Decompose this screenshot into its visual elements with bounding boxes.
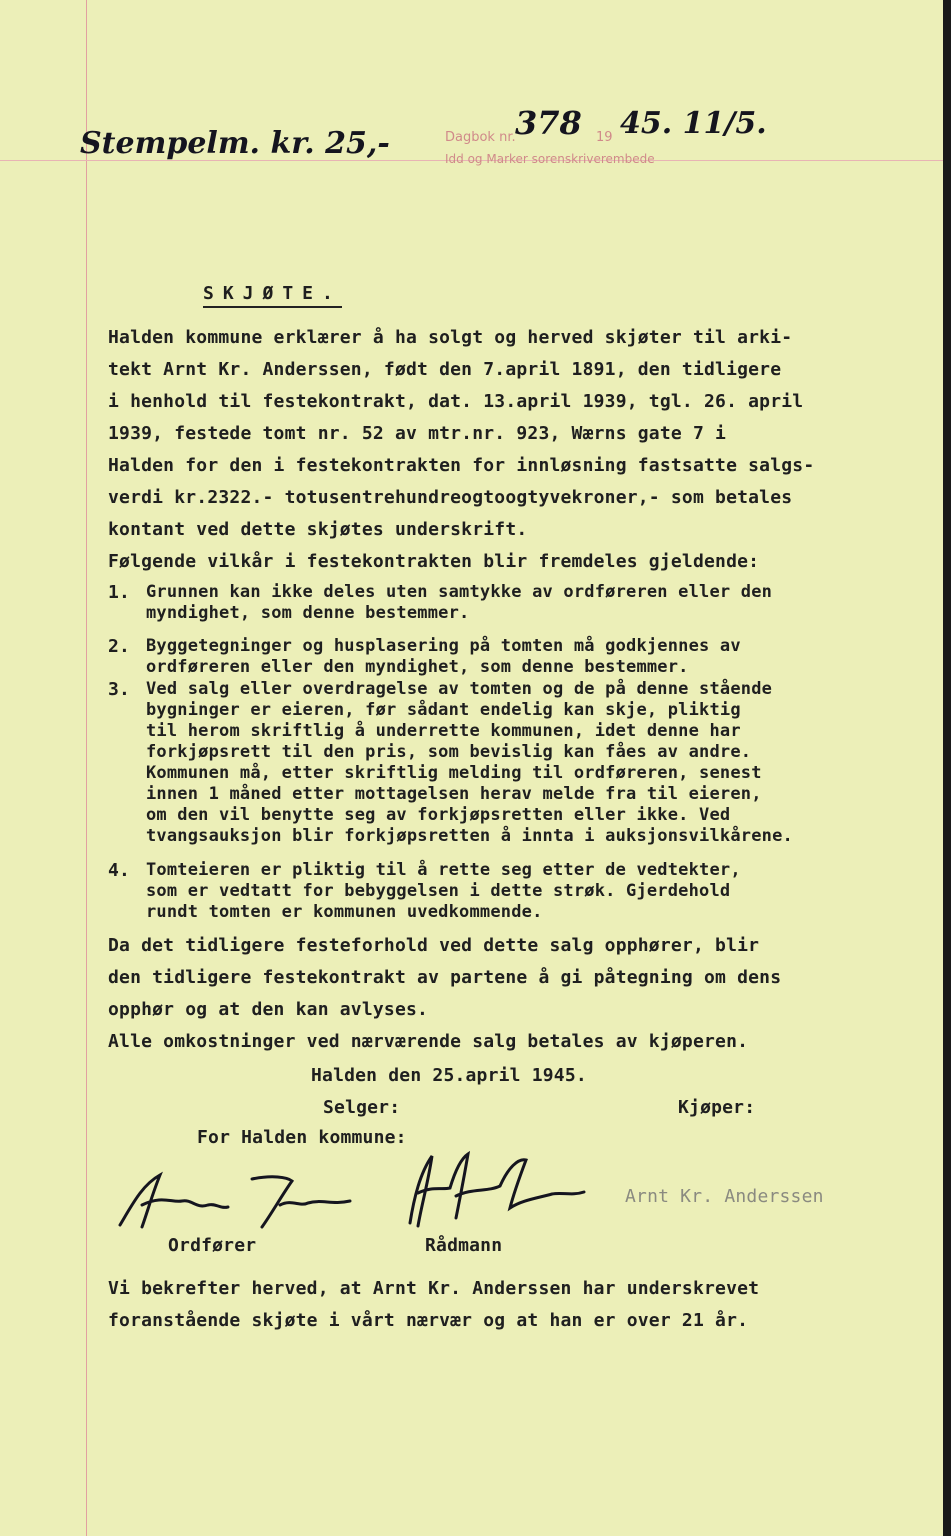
- condition-number: 2.: [108, 636, 131, 657]
- closing-line: opphør og at den kan avlyses.: [108, 999, 429, 1020]
- stamp-prefix: Dagbok nr.: [445, 130, 516, 145]
- condition-line: Ved salg eller overdragelse av tomten og de på denne stående: [146, 679, 773, 699]
- condition-line: ordføreren eller den myndighet, som denne bestemmer.: [146, 657, 689, 677]
- intro-line: Følgende vilkår i festekontrakten blir fremdeles gjeldende:: [108, 551, 760, 572]
- intro-line: kontant ved dette skjøtes underskrift.: [108, 519, 528, 540]
- signatory-role-councilman: Rådmann: [425, 1235, 503, 1256]
- stamp-date: 45. 11/5.: [620, 106, 767, 141]
- seller-label: Selger:: [323, 1097, 401, 1118]
- intro-line: 1939, festede tomt nr. 52 av mtr.nr. 923, Wærns gate 7 i: [108, 423, 727, 444]
- condition-line: forkjøpsrett til den pris, som bevislig kan fåes av andre.: [146, 742, 752, 762]
- buyer-typed-name: Arnt Kr. Anderssen: [625, 1186, 824, 1207]
- margin-line: [86, 0, 87, 1536]
- intro-line: verdi kr.2322.- totusentrehundreogtoogtyvekroner,- som betales: [108, 487, 793, 508]
- buyer-label: Kjøper:: [678, 1097, 756, 1118]
- condition-line: myndighet, som denne bestemmer.: [146, 603, 470, 623]
- intro-line: tekt Arnt Kr. Anderssen, født den 7.april 1891, den tidligere: [108, 359, 782, 380]
- condition-line: Tomteieren er pliktig til å rette seg etter de vedtekter,: [146, 860, 741, 880]
- condition-line: bygninger er eieren, før sådant endelig kan skje, pliktig: [146, 700, 741, 720]
- condition-line: Grunnen kan ikke deles uten samtykke av ordføreren eller den: [146, 582, 773, 602]
- closing-line: den tidligere festekontrakt av partene å gi påtegning om dens: [108, 967, 782, 988]
- intro-line: Halden kommune erklærer å ha solgt og herved skjøter til arki-: [108, 327, 793, 348]
- closing-line: Da det tidligere festeforhold ved dette salg opphører, blir: [108, 935, 760, 956]
- stamp-year-prefix: 19: [596, 130, 613, 145]
- condition-line: Byggetegninger og husplasering på tomten må godkjennes av: [146, 636, 741, 656]
- condition-line: tvangsauksjon blir forkjøpsretten å innta i auksjonsvilkårene.: [146, 826, 793, 846]
- stamp-office: Idd og Marker sorenskriverembede: [445, 152, 655, 166]
- councilman-signature: [392, 1148, 592, 1233]
- condition-number: 1.: [108, 582, 131, 603]
- intro-line: i henhold til festekontrakt, dat. 13.april 1939, tgl. 26. april: [108, 391, 804, 412]
- document-title: SKJØTE.: [203, 283, 342, 308]
- condition-line: til herom skriftlig å underrette kommunen, idet denne har: [146, 721, 741, 741]
- closing-line: Alle omkostninger ved nærværende salg betales av kjøperen.: [108, 1031, 749, 1052]
- intro-line: Halden for den i festekontrakten for innløsning fastsatte salgs-: [108, 455, 815, 476]
- condition-line: innen 1 måned etter mottagelsen herav melde fra til eieren,: [146, 784, 762, 804]
- condition-number: 4.: [108, 860, 131, 881]
- stamp-duty-note: Stempelm. kr. 25,-: [80, 126, 390, 161]
- condition-line: som er vedtatt for bebyggelsen i dette strøk. Gjerdehold: [146, 881, 731, 901]
- condition-line: rundt tomten er kommunen uvedkommende.: [146, 902, 543, 922]
- place-date: Halden den 25.april 1945.: [311, 1065, 587, 1086]
- condition-line: Kommunen må, etter skriftlig melding til ordføreren, senest: [146, 763, 762, 783]
- condition-line: om den vil benytte seg av forkjøpsretten eller ikke. Ved: [146, 805, 731, 825]
- attestation-line: Vi bekrefter herved, at Arnt Kr. Anderssen har underskrevet: [108, 1278, 760, 1299]
- mayor-signature: [112, 1165, 362, 1235]
- signatory-role-mayor: Ordfører: [168, 1235, 257, 1256]
- condition-number: 3.: [108, 679, 131, 700]
- seller-for: For Halden kommune:: [197, 1127, 407, 1148]
- stamp-number: 378: [515, 104, 582, 142]
- attestation-line: foranstående skjøte i vårt nærvær og at han er over 21 år.: [108, 1310, 749, 1331]
